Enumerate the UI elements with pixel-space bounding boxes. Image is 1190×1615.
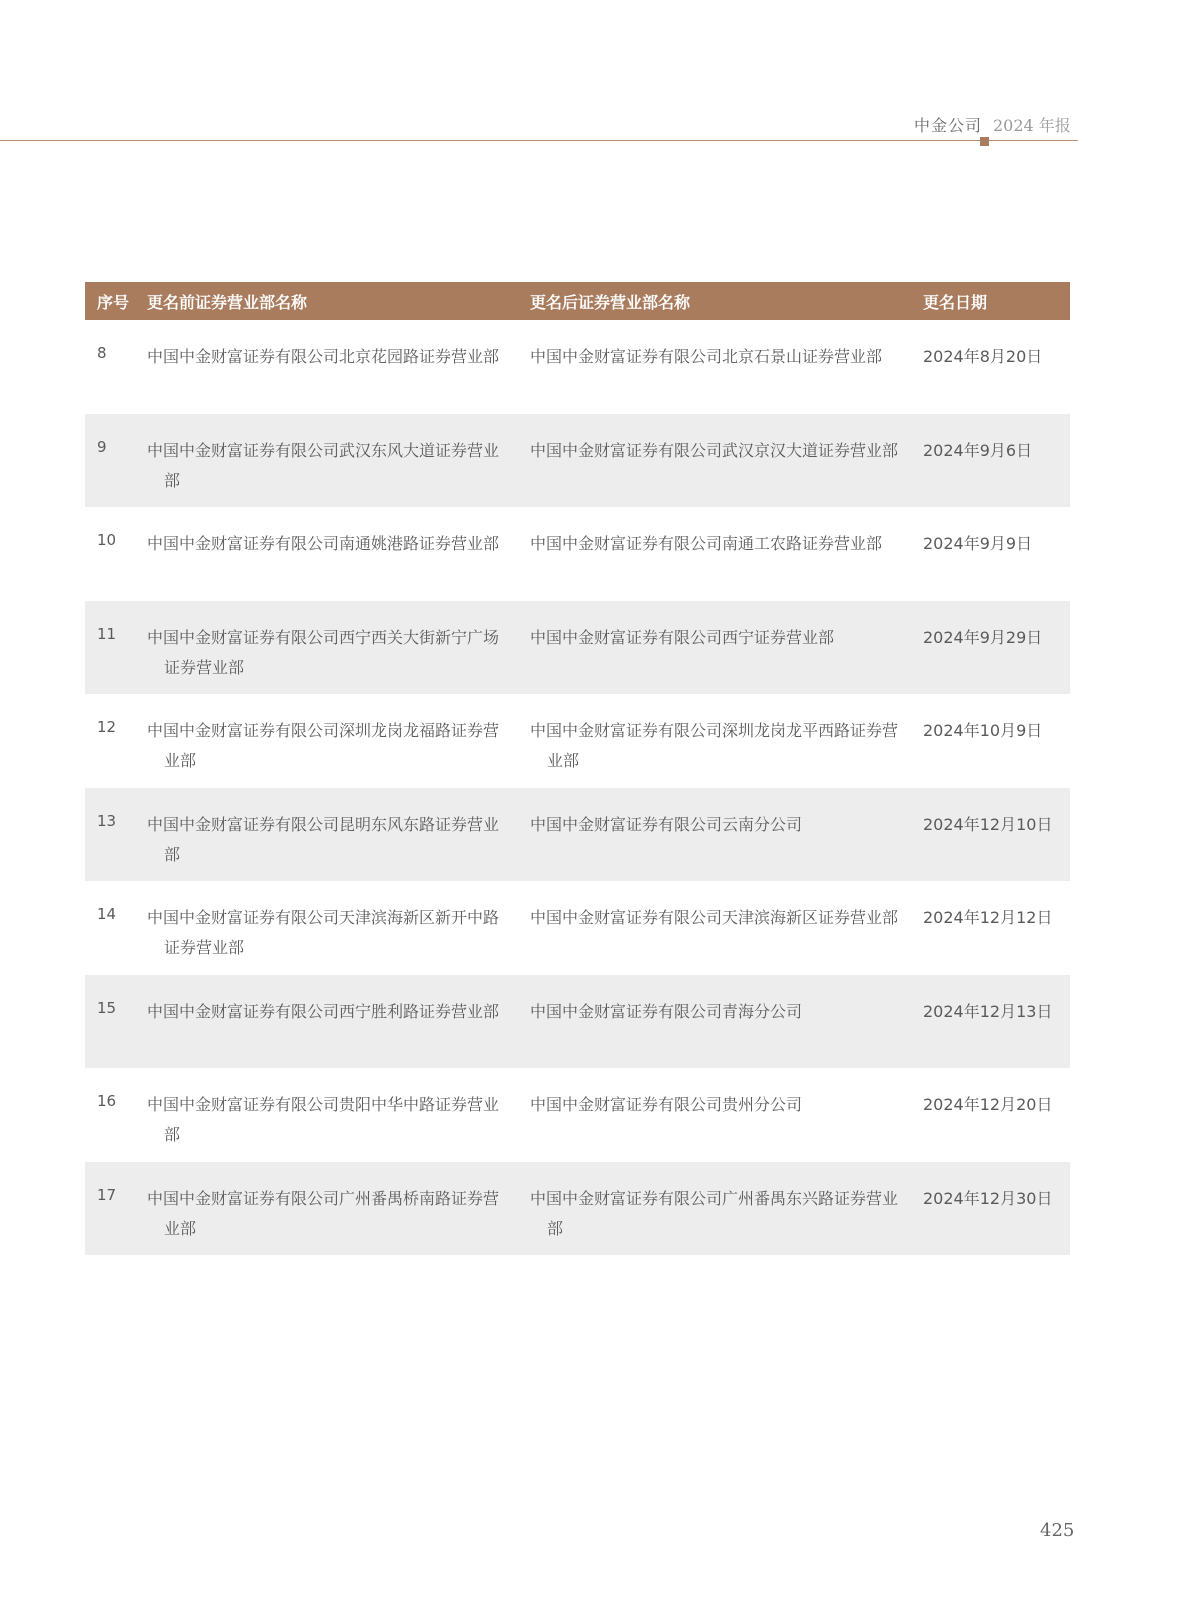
cell-seq: 11 bbox=[97, 624, 117, 643]
header-company: 中金公司 bbox=[914, 116, 983, 135]
cell-old-name: 中国中金财富证券有限公司北京花园路证券营业部 bbox=[147, 347, 500, 366]
cell-date: 2024年9月9日 bbox=[923, 534, 1033, 553]
cell-seq: 12 bbox=[97, 718, 117, 736]
cell-old-name: 中国中金财富证券有限公司昆明东风东路证券营业部 bbox=[147, 814, 500, 864]
cell-date: 2024年10月9日 bbox=[923, 721, 1043, 740]
table-row bbox=[85, 414, 1070, 508]
table-row bbox=[85, 320, 1070, 414]
page-number: 425 bbox=[1040, 1520, 1075, 1541]
cell-new-name: 中国中金财富证券有限公司云南分公司 bbox=[530, 814, 803, 834]
cell-old-name: 中国中金财富证券有限公司天津滨海新区新开中路证券营业部 bbox=[147, 908, 500, 957]
header-new-name: 更名后证券营业部名称 bbox=[530, 292, 691, 312]
cell-new-name: 中国中金财富证券有限公司南通工农路证券营业部 bbox=[530, 534, 883, 553]
header-report-title: 2024 年报 bbox=[993, 116, 1071, 135]
cell-seq: 9 bbox=[97, 437, 107, 456]
cell-new-name: 中国中金财富证券有限公司武汉京汉大道证券营业部 bbox=[530, 440, 899, 460]
cell-date: 2024年12月30日 bbox=[923, 1188, 1053, 1208]
cell-new-name: 中国中金财富证券有限公司天津滨海新区证券营业部 bbox=[530, 908, 899, 927]
header-old-name: 更名前证券营业部名称 bbox=[147, 292, 308, 312]
table-row bbox=[85, 1162, 1070, 1256]
cell-old-name: 中国中金财富证券有限公司西宁胜利路证券营业部 bbox=[147, 1001, 500, 1021]
table-row bbox=[85, 881, 1070, 975]
cell-old-name: 中国中金财富证券有限公司武汉东风大道证券营业部 bbox=[147, 440, 500, 490]
cell-old-name: 中国中金财富证券有限公司深圳龙岗龙福路证券营业部 bbox=[147, 721, 500, 770]
table-row bbox=[85, 507, 1070, 601]
cell-new-name: 中国中金财富证券有限公司西宁证券营业部 bbox=[530, 627, 835, 647]
cell-old-name: 中国中金财富证券有限公司贵阳中华中路证券营业部 bbox=[147, 1095, 500, 1144]
cell-seq: 10 bbox=[97, 531, 117, 549]
cell-seq: 8 bbox=[97, 344, 107, 362]
cell-seq: 15 bbox=[97, 998, 117, 1017]
cell-date: 2024年12月12日 bbox=[923, 908, 1053, 927]
header-date: 更名日期 bbox=[923, 292, 988, 312]
cell-seq: 13 bbox=[97, 811, 117, 830]
rename-table bbox=[85, 282, 1070, 1255]
cell-new-name: 中国中金财富证券有限公司贵州分公司 bbox=[530, 1095, 803, 1114]
cell-new-name: 中国中金财富证券有限公司北京石景山证券营业部 bbox=[530, 347, 883, 366]
cell-date: 2024年8月20日 bbox=[923, 347, 1043, 366]
cell-seq: 14 bbox=[97, 905, 117, 923]
cell-new-name: 中国中金财富证券有限公司青海分公司 bbox=[530, 1001, 803, 1021]
table-header bbox=[85, 282, 1070, 320]
header-seq: 序号 bbox=[97, 292, 130, 312]
table-row bbox=[85, 1068, 1070, 1162]
cell-old-name: 中国中金财富证券有限公司南通姚港路证券营业部 bbox=[147, 534, 500, 553]
cell-date: 2024年9月29日 bbox=[923, 627, 1043, 647]
cell-date: 2024年12月13日 bbox=[923, 1001, 1053, 1021]
cell-old-name: 中国中金财富证券有限公司西宁西关大街新宁广场证券营业部 bbox=[147, 627, 500, 677]
cell-date: 2024年12月10日 bbox=[923, 814, 1053, 834]
table-row bbox=[85, 694, 1070, 788]
table-row bbox=[85, 788, 1070, 882]
table-row bbox=[85, 601, 1070, 695]
cell-seq: 16 bbox=[97, 1092, 117, 1110]
table-row bbox=[85, 975, 1070, 1069]
cell-date: 2024年12月20日 bbox=[923, 1095, 1053, 1114]
cell-seq: 17 bbox=[97, 1185, 117, 1204]
cell-date: 2024年9月6日 bbox=[923, 440, 1033, 460]
cell-new-name: 中国中金财富证券有限公司广州番禺东兴路证券营业部 bbox=[530, 1188, 899, 1238]
cell-new-name: 中国中金财富证券有限公司深圳龙岗龙平西路证券营业部 bbox=[530, 721, 899, 770]
cell-old-name: 中国中金财富证券有限公司广州番禺桥南路证券营业部 bbox=[147, 1188, 500, 1238]
header-rule bbox=[0, 140, 1078, 141]
header-marker bbox=[980, 137, 989, 146]
